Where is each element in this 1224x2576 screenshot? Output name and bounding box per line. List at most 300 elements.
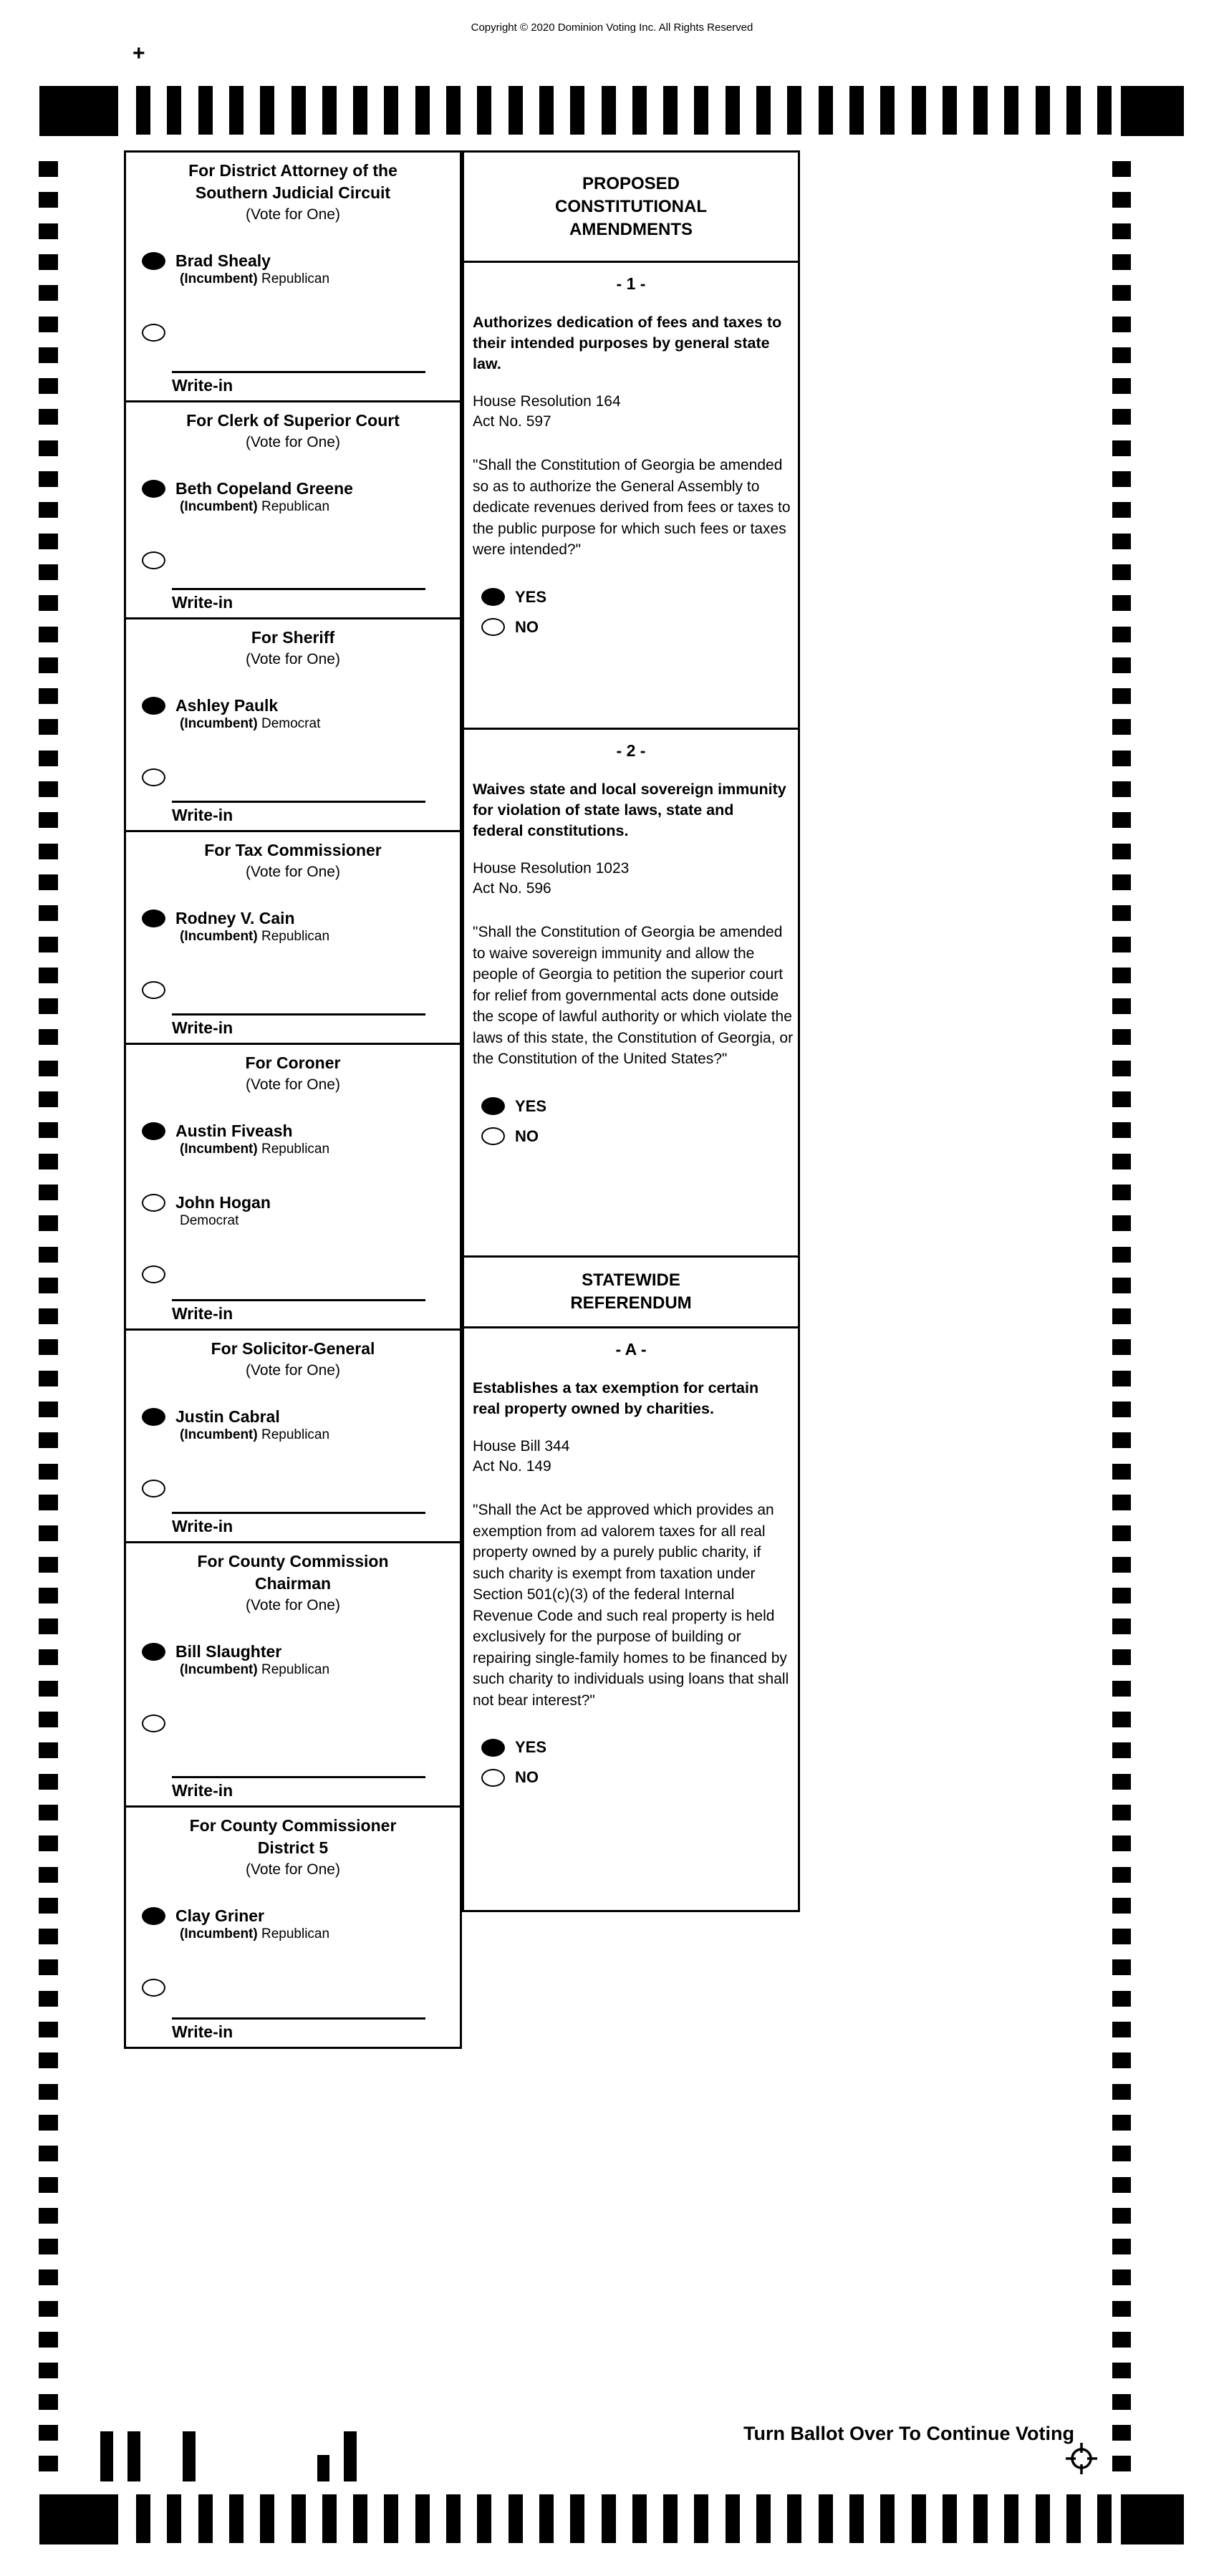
option-row xyxy=(481,1127,798,1146)
option-label: NO xyxy=(515,617,539,636)
contest-box xyxy=(124,1805,462,2049)
timing-mark xyxy=(39,2239,58,2254)
timing-mark xyxy=(1112,2052,1131,2068)
measure-box xyxy=(462,261,800,730)
timing-block xyxy=(39,86,118,136)
timing-mark xyxy=(1066,2494,1081,2543)
timing-mark xyxy=(1112,781,1131,797)
timing-mark xyxy=(1112,1959,1131,1975)
timing-mark xyxy=(1112,1712,1131,1727)
candidate-name: Ashley Paulk xyxy=(175,696,279,715)
timing-mark xyxy=(570,2494,584,2543)
candidate-row xyxy=(126,697,460,733)
candidate-oval[interactable] xyxy=(142,1643,165,1661)
timing-mark xyxy=(415,86,430,135)
measure-question: "Shall the Constitution of Georgia be amended to waive sovereign immunity and allow the people of Georgia to petition the superior court for relief from governmental acts done outside the scope of lawful authority or which violate the laws of this state, the Constitution of Georgia, or the Constitution of the United States?" xyxy=(473,924,794,1067)
timing-mark xyxy=(136,86,150,135)
timing-mark xyxy=(1112,657,1131,673)
timing-mark xyxy=(39,1588,58,1603)
candidate-name: Beth Copeland Greene xyxy=(175,479,353,498)
contest-title xyxy=(126,1808,460,1859)
timing-mark xyxy=(880,86,895,135)
measure-ref-line: House Resolution 164 xyxy=(473,393,621,410)
timing-mark xyxy=(1112,285,1131,301)
timing-mark xyxy=(39,2456,58,2471)
timing-mark xyxy=(1112,844,1131,859)
party-label: Republican xyxy=(261,1142,330,1157)
timing-mark xyxy=(198,86,213,135)
measure-ref-line: Act No. 597 xyxy=(473,413,551,430)
contest-title-line: For Coroner xyxy=(245,1053,341,1072)
option-label: NO xyxy=(515,1127,539,1145)
timing-mark xyxy=(539,86,554,135)
measure-refs xyxy=(473,859,798,899)
write-in-label: Write-in xyxy=(172,593,233,612)
candidate-info xyxy=(175,1121,329,1158)
timing-mark xyxy=(446,86,461,135)
timing-mark xyxy=(787,2494,801,2543)
option-row xyxy=(481,618,798,637)
write-in-line[interactable] xyxy=(172,1776,425,1778)
timing-mark xyxy=(1112,1619,1131,1634)
option-row xyxy=(481,1738,798,1757)
timing-mark xyxy=(756,86,771,135)
timing-mark xyxy=(39,1805,58,1820)
candidate-oval[interactable] xyxy=(142,1408,165,1426)
timing-mark xyxy=(39,1308,58,1324)
option-row xyxy=(481,1097,798,1116)
timing-mark xyxy=(39,1402,58,1417)
measure-number: - 2 - xyxy=(616,741,646,760)
timing-mark xyxy=(39,161,58,177)
timing-mark xyxy=(819,86,833,135)
measure-ref-line: House Resolution 1023 xyxy=(473,860,630,877)
timing-mark xyxy=(1112,2239,1131,2254)
contest-title-line: For County Commission xyxy=(197,1552,389,1571)
candidate-info xyxy=(175,1906,329,1943)
timing-mark xyxy=(39,781,58,797)
candidate-list xyxy=(126,252,460,342)
candidate-row xyxy=(126,1907,460,1943)
timing-mark xyxy=(1112,1588,1131,1603)
timing-mark xyxy=(1112,1525,1131,1541)
timing-mark xyxy=(39,1432,58,1448)
timing-mark xyxy=(39,1681,58,1697)
measure-summary: Waives state and local sovereign immunity for violation of state laws, state and federal constitutions. xyxy=(473,781,786,839)
party-label: Republican xyxy=(261,499,330,514)
contest-title xyxy=(126,832,460,862)
write-in-label: Write-in xyxy=(172,806,233,824)
party-label: Republican xyxy=(261,1662,330,1677)
timing-mark xyxy=(1112,2146,1131,2161)
timing-mark xyxy=(39,2301,58,2317)
incumbent-label: (Incumbent) xyxy=(180,929,258,944)
timing-mark xyxy=(1112,1061,1131,1076)
timing-mark xyxy=(1112,254,1131,270)
section-header-line: STATEWIDE xyxy=(582,1270,680,1290)
timing-mark xyxy=(39,2146,58,2161)
measure-number: - A - xyxy=(615,1340,647,1359)
timing-mark xyxy=(39,1991,58,2007)
measure-options xyxy=(481,1738,798,1798)
candidate-party xyxy=(175,1141,329,1158)
section-header-line: CONSTITUTIONAL xyxy=(555,196,707,216)
candidate-oval[interactable] xyxy=(142,1122,165,1140)
candidate-party xyxy=(175,1427,329,1444)
write-in-oval-row xyxy=(126,1265,460,1283)
yes-oval[interactable] xyxy=(481,1739,505,1757)
write-in-label: Write-in xyxy=(172,1781,233,1800)
timing-mark xyxy=(849,86,864,135)
timing-mark xyxy=(1112,1898,1131,1914)
timing-mark xyxy=(39,1898,58,1914)
timing-mark xyxy=(39,1774,58,1790)
stub-number: 51 xyxy=(345,2448,357,2459)
timing-mark xyxy=(39,1929,58,1944)
write-in-oval-row xyxy=(126,1979,460,1997)
timing-mark xyxy=(39,1154,58,1169)
candidate-name: Rodney V. Cain xyxy=(175,909,295,927)
timing-mark xyxy=(39,937,58,952)
timing-mark xyxy=(39,1185,58,1200)
timing-mark xyxy=(39,1835,58,1851)
write-in-block xyxy=(126,801,460,830)
incumbent-label: (Incumbent) xyxy=(180,499,258,514)
timing-mark xyxy=(1036,86,1050,135)
measure-refs xyxy=(473,1437,798,1477)
timing-mark xyxy=(1112,2269,1131,2285)
vote-for-instruction: (Vote for One) xyxy=(246,206,340,223)
timing-mark xyxy=(1112,1185,1131,1200)
incumbent-label: (Incumbent) xyxy=(180,1926,258,1941)
write-in-oval[interactable] xyxy=(142,324,165,342)
write-in-oval[interactable] xyxy=(142,1714,165,1732)
timing-mark xyxy=(1112,2332,1131,2348)
timing-mark xyxy=(39,2332,58,2348)
candidate-list xyxy=(126,910,460,999)
candidate-oval[interactable] xyxy=(142,252,165,270)
measure-number: - 1 - xyxy=(616,274,646,293)
write-in-block xyxy=(126,371,460,400)
incumbent-label: (Incumbent) xyxy=(180,1662,258,1677)
timing-mark xyxy=(39,1495,58,1510)
timing-mark xyxy=(1112,1402,1131,1417)
yes-oval[interactable] xyxy=(481,588,505,606)
contest-title-line: For District Attorney of the xyxy=(188,161,397,180)
timing-mark xyxy=(167,2494,181,2543)
timing-mark xyxy=(1112,1122,1131,1138)
timing-mark xyxy=(39,688,58,704)
timing-mark xyxy=(663,2494,678,2543)
timing-mark xyxy=(1112,595,1131,611)
write-in-oval-row xyxy=(126,768,460,786)
candidate-info xyxy=(175,1407,329,1444)
candidate-party xyxy=(175,1661,329,1679)
option-label: YES xyxy=(515,1096,547,1115)
candidate-row xyxy=(126,1194,460,1230)
timing-mark xyxy=(353,2494,367,2543)
candidate-list xyxy=(126,480,460,569)
timing-mark xyxy=(39,317,58,332)
candidate-info xyxy=(175,908,329,945)
timing-mark xyxy=(1112,874,1131,890)
timing-mark xyxy=(39,1339,58,1355)
timing-mark xyxy=(570,86,584,135)
timing-mark xyxy=(39,2363,58,2378)
timing-mark xyxy=(1004,86,1018,135)
option-label: NO xyxy=(515,1768,539,1786)
candidate-name: Bill Slaughter xyxy=(175,1642,282,1661)
timing-mark xyxy=(39,2022,58,2037)
timing-mark xyxy=(1004,2494,1018,2543)
candidate-list xyxy=(126,1907,460,1997)
timing-mark xyxy=(756,2494,771,2543)
section-header xyxy=(462,1255,800,1328)
candidate-info xyxy=(175,1192,271,1230)
stub-bar xyxy=(183,2431,196,2481)
contest-title-line: For Tax Commissioner xyxy=(204,841,382,859)
candidate-oval[interactable] xyxy=(142,1194,165,1212)
contest-column xyxy=(124,150,462,2049)
yes-oval[interactable] xyxy=(481,1097,505,1115)
write-in-label: Write-in xyxy=(172,2022,233,2041)
write-in-line[interactable] xyxy=(172,801,425,803)
timing-mark xyxy=(1112,534,1131,549)
timing-mark xyxy=(1112,1649,1131,1665)
candidate-list xyxy=(126,1643,460,1732)
candidate-list xyxy=(126,697,460,786)
contest-title-line: District 5 xyxy=(257,1838,329,1857)
contest-box xyxy=(124,617,462,832)
write-in-line[interactable] xyxy=(172,1299,425,1301)
timing-mark xyxy=(39,192,58,208)
option-label: YES xyxy=(515,587,547,606)
contest-box xyxy=(124,1541,462,1808)
timing-mark xyxy=(819,2494,833,2543)
timing-mark xyxy=(39,627,58,642)
measure-summary: Authorizes dedication of fees and taxes to their intended purposes by general state law. xyxy=(473,314,782,372)
timing-mark xyxy=(694,86,708,135)
party-label: Republican xyxy=(261,1926,330,1941)
contest-box xyxy=(124,150,462,402)
timing-mark xyxy=(1112,1247,1131,1263)
candidate-row xyxy=(126,1408,460,1444)
write-in-line[interactable] xyxy=(172,1013,425,1016)
write-in-oval[interactable] xyxy=(142,1979,165,1997)
vote-for-instruction: (Vote for One) xyxy=(246,434,340,450)
timing-mark xyxy=(39,1278,58,1293)
write-in-oval[interactable] xyxy=(142,768,165,786)
no-oval[interactable] xyxy=(481,618,505,636)
write-in-label: Write-in xyxy=(172,1018,233,1037)
timing-mark xyxy=(39,1557,58,1573)
timing-mark xyxy=(1097,86,1112,135)
timing-mark xyxy=(663,86,678,135)
contest-title-line: For Sheriff xyxy=(251,628,335,647)
timing-mark xyxy=(167,86,181,135)
incumbent-label: (Incumbent) xyxy=(180,271,258,286)
timing-mark xyxy=(1112,1835,1131,1851)
timing-mark xyxy=(726,86,740,135)
timing-mark xyxy=(39,2084,58,2100)
timing-mark xyxy=(39,223,58,239)
timing-mark xyxy=(39,471,58,487)
candidate-info xyxy=(175,478,353,516)
timing-mark xyxy=(539,2494,554,2543)
timing-mark xyxy=(229,86,244,135)
timing-mark xyxy=(602,2494,616,2543)
option-row xyxy=(481,1768,798,1787)
candidate-name: Justin Cabral xyxy=(175,1407,280,1426)
party-label: Republican xyxy=(261,271,330,286)
write-in-oval[interactable] xyxy=(142,1480,165,1497)
timing-mark xyxy=(39,534,58,549)
timing-mark xyxy=(1112,2394,1131,2410)
candidate-row xyxy=(126,910,460,945)
incumbent-label: (Incumbent) xyxy=(180,1142,258,1157)
vote-for-instruction: (Vote for One) xyxy=(246,1597,340,1613)
timing-mark xyxy=(1112,1929,1131,1944)
candidate-name: Clay Griner xyxy=(175,1906,264,1925)
timing-mark xyxy=(39,844,58,859)
timing-mark xyxy=(973,86,988,135)
timing-mark xyxy=(1112,409,1131,425)
measure-question: "Shall the Constitution of Georgia be amended so as to authorize the General Assembly to dedicate revenues derived from fees or taxes to the public purpose for which such fees or taxes were intended?" xyxy=(473,457,791,558)
timing-mark xyxy=(1112,471,1131,487)
no-oval[interactable] xyxy=(481,1127,505,1145)
measure-ref-line: Act No. 596 xyxy=(473,880,551,897)
party-label: Republican xyxy=(261,1427,330,1442)
candidate-oval[interactable] xyxy=(142,910,165,927)
vote-for-instruction: (Vote for One) xyxy=(246,1076,340,1093)
write-in-oval-row xyxy=(126,551,460,569)
candidate-oval[interactable] xyxy=(142,1907,165,1925)
section-header-line: PROPOSED xyxy=(582,173,680,193)
timing-mark xyxy=(415,2494,430,2543)
timing-mark xyxy=(260,86,274,135)
contest-title xyxy=(126,402,460,432)
write-in-label: Write-in xyxy=(172,1304,233,1323)
timing-mark xyxy=(1112,905,1131,921)
candidate-oval[interactable] xyxy=(142,697,165,715)
stub-bar xyxy=(127,2431,140,2481)
section-header xyxy=(462,150,800,263)
measure-summary: Establishes a tax exemption for certain real property owned by charities. xyxy=(473,1379,759,1417)
candidate-name: John Hogan xyxy=(175,1193,271,1212)
timing-block xyxy=(1121,2494,1184,2544)
timing-mark xyxy=(1112,564,1131,580)
write-in-oval[interactable] xyxy=(142,551,165,569)
measure-column xyxy=(462,150,800,1912)
timing-mark xyxy=(1112,1867,1131,1883)
timing-mark xyxy=(1112,1557,1131,1573)
alignment-plus-mark: + xyxy=(132,42,145,65)
timing-mark xyxy=(384,2494,398,2543)
timing-mark xyxy=(787,86,801,135)
candidate-row xyxy=(126,1643,460,1679)
contest-box xyxy=(124,830,462,1045)
timing-mark xyxy=(943,2494,957,2543)
timing-mark xyxy=(39,285,58,301)
timing-mark xyxy=(39,502,58,518)
no-oval[interactable] xyxy=(481,1769,505,1787)
timing-mark xyxy=(1112,502,1131,518)
timing-mark xyxy=(39,2052,58,2068)
candidate-oval[interactable] xyxy=(142,480,165,498)
measure-box xyxy=(462,728,800,1258)
timing-mark xyxy=(39,595,58,611)
candidate-row xyxy=(126,1122,460,1158)
write-in-oval[interactable] xyxy=(142,1265,165,1283)
timing-mark xyxy=(39,378,58,394)
write-in-oval-row xyxy=(126,1714,460,1732)
timing-mark xyxy=(1112,812,1131,828)
timing-mark xyxy=(39,1742,58,1758)
write-in-block xyxy=(126,1013,460,1043)
write-in-oval[interactable] xyxy=(142,981,165,999)
contest-box xyxy=(124,1043,462,1331)
vote-for-instruction: (Vote for One) xyxy=(246,651,340,667)
timing-mark xyxy=(1112,1432,1131,1448)
candidate-name: Brad Shealy xyxy=(175,251,271,270)
timing-mark xyxy=(1112,1991,1131,2007)
timing-mark xyxy=(1112,440,1131,456)
contest-title-line: Southern Judicial Circuit xyxy=(195,183,391,202)
timing-mark xyxy=(509,86,523,135)
timing-mark xyxy=(39,1122,58,1138)
timing-mark xyxy=(39,254,58,270)
candidate-party xyxy=(175,928,329,945)
timing-mark xyxy=(1112,751,1131,766)
timing-mark xyxy=(973,2494,988,2543)
timing-mark xyxy=(1112,347,1131,363)
write-in-line[interactable] xyxy=(172,588,425,590)
timing-mark xyxy=(39,1619,58,1634)
copyright-notice: Copyright © 2020 Dominion Voting Inc. All Rights Reserved xyxy=(471,21,753,34)
timing-mark xyxy=(1112,719,1131,735)
candidate-name: Austin Fiveash xyxy=(175,1121,293,1140)
timing-mark xyxy=(39,751,58,766)
timing-mark xyxy=(39,968,58,983)
candidate-party xyxy=(175,271,329,288)
timing-block xyxy=(39,2494,118,2544)
registration-crosshair-icon xyxy=(1065,2442,1098,2479)
party-label: Democrat xyxy=(261,716,321,731)
timing-mark xyxy=(291,86,306,135)
timing-mark xyxy=(1112,1495,1131,1510)
contest-box xyxy=(124,400,462,619)
measure-options xyxy=(481,588,798,648)
timing-mark xyxy=(39,1959,58,1975)
contest-title-line: For County Commissioner xyxy=(189,1816,397,1835)
timing-mark xyxy=(1112,1774,1131,1790)
timing-mark xyxy=(1112,1029,1131,1045)
timing-mark xyxy=(602,86,616,135)
measure-question: "Shall the Act be approved which provides an exemption from ad valorem taxes for all real property owned by a purely public charity, if such charity is exempt from taxation under Section 501(c)(3) of the federal Internal Revenue Code and such real property is held exclusively for the purpose of building or repairing single-family homes to be financed by such charity to individuals using loans that shall not bear interest?" xyxy=(473,1502,789,1709)
timing-mark xyxy=(39,998,58,1014)
measure-ref-line: House Bill 344 xyxy=(473,1438,570,1455)
write-in-line[interactable] xyxy=(172,2017,425,2020)
timing-mark xyxy=(1112,161,1131,177)
timing-mark xyxy=(1112,688,1131,704)
write-in-line[interactable] xyxy=(172,371,425,373)
timing-mark xyxy=(446,2494,461,2543)
write-in-block xyxy=(126,1299,460,1328)
timing-mark xyxy=(322,2494,337,2543)
write-in-line[interactable] xyxy=(172,1512,425,1514)
timing-mark xyxy=(39,905,58,921)
timing-mark xyxy=(39,1061,58,1076)
